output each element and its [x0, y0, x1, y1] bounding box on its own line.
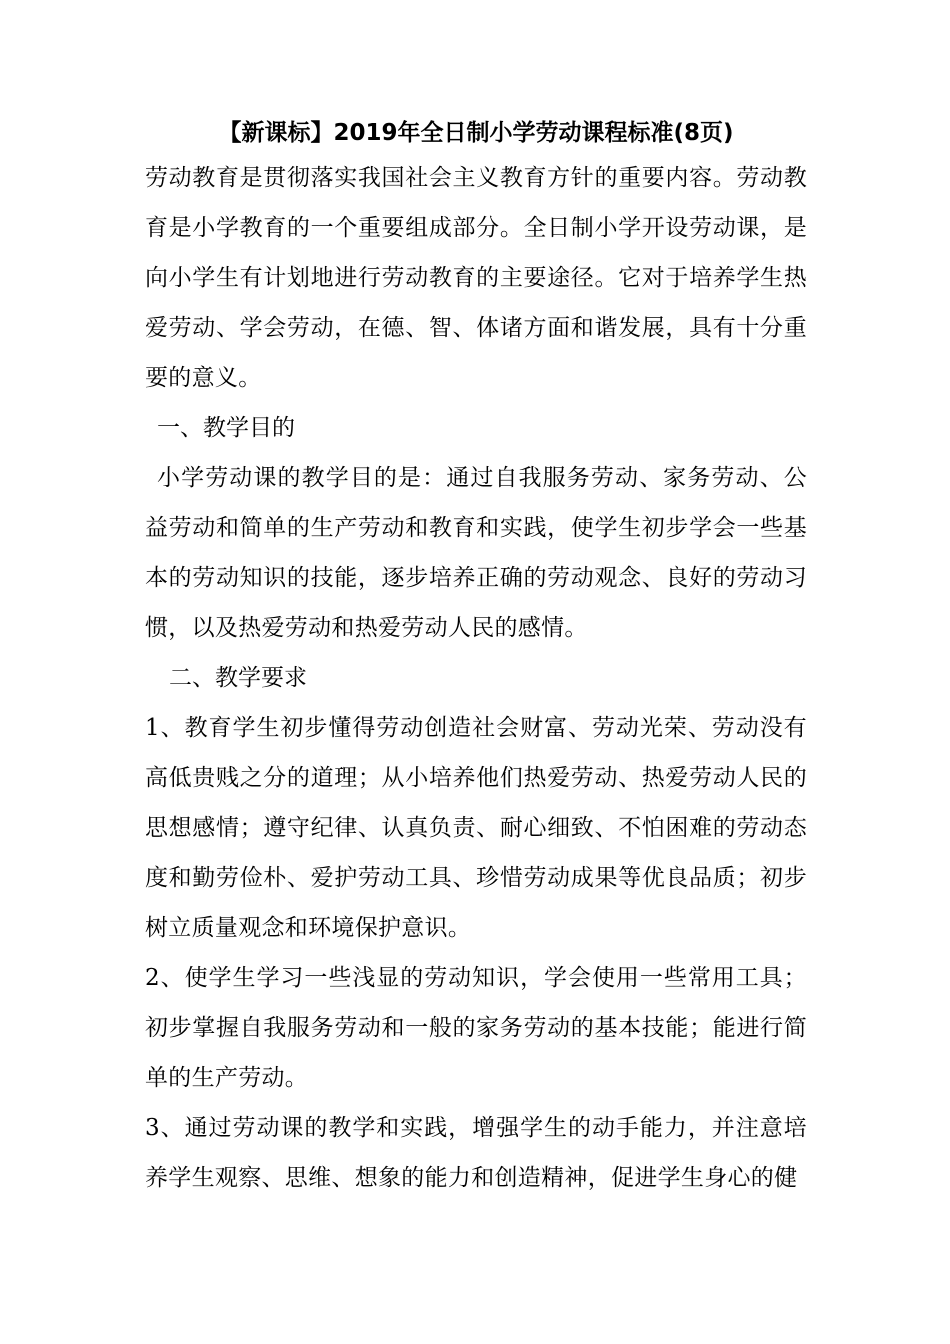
section-heading-teaching-purpose: 一、教学目的	[157, 415, 295, 441]
intro-paragraph: 劳动教育是贯彻落实我国社会主义教育方针的重要内容。劳动教育是小学教育的一个重要组成部分。全日制小学开设劳动课，是向小学生有计划地进行劳动教育的主要途径。它对于培养学生热爱劳动、学会劳动，在德、智、体诸方面和谐发展，具有十分重要的意义。	[145, 165, 807, 391]
document-content	[145, 113, 807, 1203]
requirement-item-1: 1、教育学生初步懂得劳动创造社会财富、劳动光荣、劳动没有高低贵贱之分的道理；从小培养他们热爱劳动、热爱劳动人民的思想感情；遵守纪律、认真负责、耐心细致、不怕困难的劳动态度和勤劳俭朴、爱护劳动工具、珍惜劳动成果等优良品质；初步树立质量观念和环境保护意识。	[145, 715, 807, 941]
teaching-purpose-paragraph: 小学劳动课的教学目的是：通过自我服务劳动、家务劳动、公益劳动和简单的生产劳动和教育和实践，使学生初步学会一些基本的劳动知识的技能，逐步培养正确的劳动观念、良好的劳动习惯，以及热爱劳动和热爱劳动人民的感情。	[145, 465, 807, 641]
document-title: 【新课标】2019年全日制小学劳动课程标准(8页)	[218, 120, 734, 146]
requirement-item-2: 2、使学生学习一些浅显的劳动知识，学会使用一些常用工具；初步掌握自我服务劳动和一般的家务劳动的基本技能；能进行简单的生产劳动。	[145, 965, 807, 1091]
requirement-item-3: 3、通过劳动课的教学和实践，增强学生的动手能力，并注意培养学生观察、思维、想象的能力和创造精神，促进学生身心的健	[145, 1115, 807, 1191]
section-heading-teaching-requirements: 二、教学要求	[169, 665, 307, 691]
